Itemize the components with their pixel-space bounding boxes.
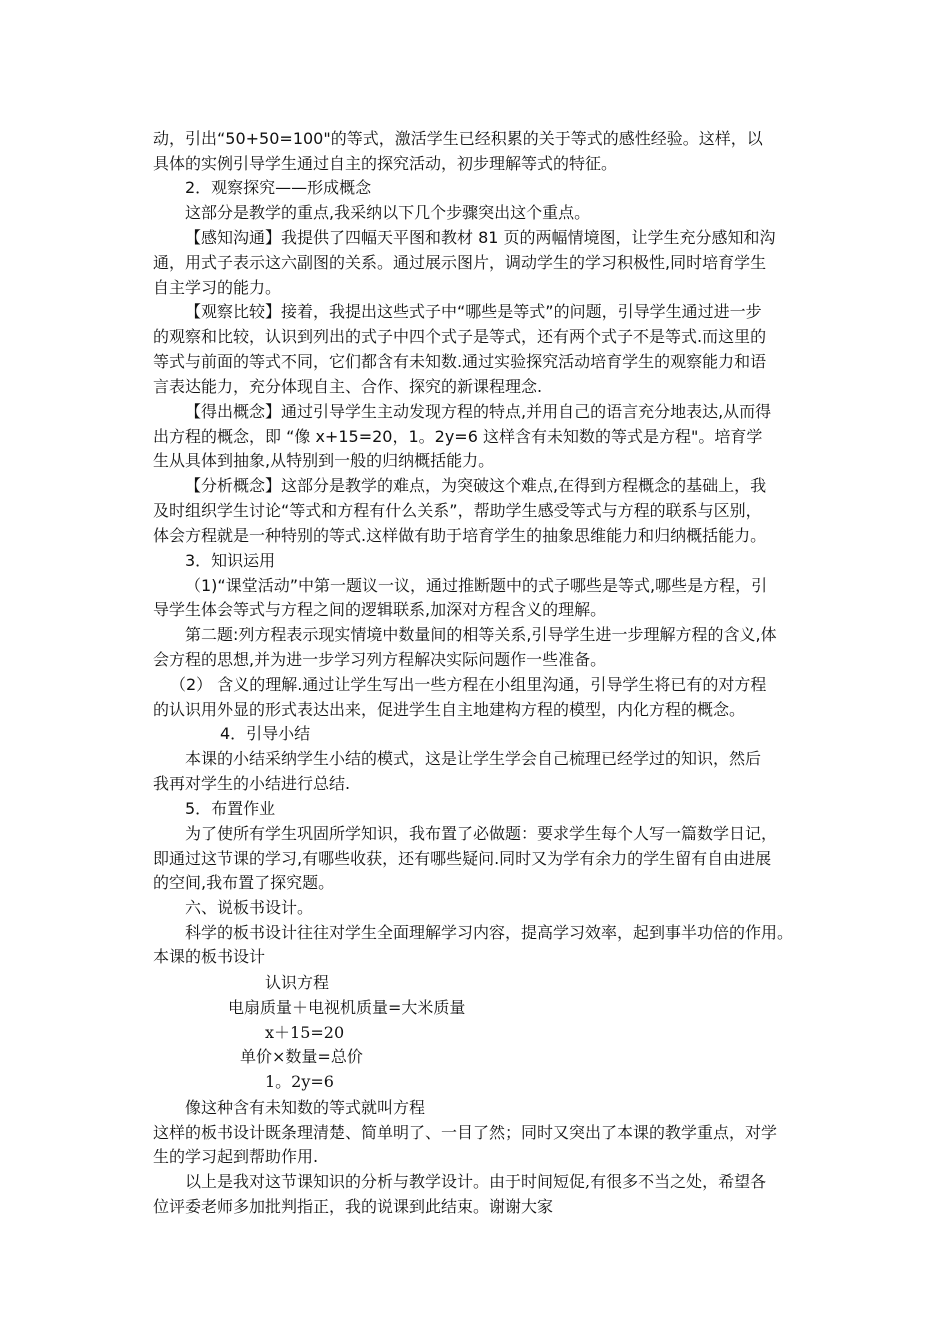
text-line: 体会方程就是一种特别的等式.这样做有助于培育学生的抽象思维能力和归纳概括能力。 [153,526,767,545]
board-line: 电扇质量＋电视机质量=大米质量 [228,998,466,1017]
text-line: 生的学习起到帮助作用. [153,1147,319,1166]
text-line: 的空间,我布置了探究题。 [153,873,335,892]
section-heading: 六、说板书设计。 [185,898,314,917]
text-line: 会方程的思想,并为进一步学习列方程解决实际问题作一些准备。 [153,650,607,669]
text-line: 的认识用外显的形式表达出来，促进学生自主地建构方程的模型，内化方程的概念。 [153,700,746,719]
section-heading: 4．引导小结 [220,724,311,743]
board-line: 单价×数量=总价 [240,1047,363,1066]
text-line: 【观察比较】接着，我提出这些式子中“哪些是等式”的问题，引导学生通过进一步 [185,302,762,321]
text-line: 第二题:列方程表示现实情境中数量间的相等关系,引导学生进一步理解方程的含义,体 [185,625,777,644]
text-line: （1)“课堂活动”中第一题议一议，通过推断题中的式子哪些是等式,哪些是方程，引 [185,576,768,595]
section-heading: 5．布置作业 [185,799,276,818]
text-line: 以上是我对这节课知识的分析与教学设计。由于时间短促,有很多不当之处，希望各 [185,1172,767,1191]
text-line: 为了使所有学生巩固所学知识，我布置了必做题：要求学生每个人写一篇数学日记， [185,824,778,843]
text-line: 即通过这节课的学习,有哪些收获，还有哪些疑问.同时又为学有余力的学生留有自由进展 [153,849,772,868]
text-line: 自主学习的能力。 [153,278,282,297]
text-line: 【感知沟通】我提供了四幅天平图和教材 81 页的两幅情境图，让学生充分感知和沟 [185,228,776,247]
text-line: 本课的板书设计 [153,947,266,966]
text-line: 科学的板书设计往往对学生全面理解学习内容，提高学习效率，起到事半功倍的作用。 [185,923,794,942]
text-line: 本课的小结采纳学生小结的模式，这是让学生学会自己梳理已经学过的知识，然后 [185,749,762,768]
text-line: 言表达能力，充分体现自主、合作、探究的新课程理念. [153,377,543,396]
board-title: 认识方程 [265,973,330,992]
text-line: 通，用式子表示这六副图的关系。通过展示图片，调动学生的学习积极性,同时培育学生 [153,253,767,272]
text-line: 生从具体到抽象,从特别到一般的归纳概括能力。 [153,451,495,470]
text-line: 这部分是教学的重点,我采纳以下几个步骤突出这个重点。 [185,203,591,222]
text-line: 及时组织学生讨论“等式和方程有什么关系”，帮助学生感受等式与方程的联系与区别， [153,501,762,520]
section-heading: 3．知识运用 [185,551,276,570]
section-heading: 2．观察探究——形成概念 [185,178,372,197]
text-line: 我再对学生的小结进行总结. [153,774,351,793]
text-line: 动，引出“50+50=100"的等式，激活学生已经积累的关于等式的感性经验。这样，以 [153,129,763,148]
board-line: 像这种含有未知数的等式就叫方程 [185,1098,426,1117]
board-line: x＋15=20 [265,1023,345,1042]
text-line: 具体的实例引导学生通过自主的探究活动，初步理解等式的特征。 [153,154,618,173]
text-line: 位评委老师多加批判指正，我的说课到此结束。谢谢大家 [153,1197,554,1216]
text-line: 【分析概念】这部分是教学的难点，为突破这个难点,在得到方程概念的基础上，我 [185,476,767,495]
text-line: （2） 含义的理解.通过让学生写出一些方程在小组里沟通，引导学生将已有的对方程 [170,675,767,694]
text-line: 导学生体会等式与方程之间的逻辑联系,加深对方程含义的理解。 [153,600,607,619]
text-line: 这样的板书设计既条理清楚、简单明了、一目了然；同时又突出了本课的教学重点，对学 [153,1123,778,1142]
text-line: 等式与前面的等式不同，它们都含有未知数.通过实验探究活动培育学生的观察能力和语 [153,352,767,371]
text-line: 出方程的概念，即 “像 x+15=20，1。2y=6 这样含有未知数的等式是方程"。培育学 [153,427,763,446]
text-line: 的观察和比较，认识到列出的式子中四个式子是等式，还有两个式子不是等式.而这里的 [153,327,767,346]
text-line: 【得出概念】通过引导学生主动发现方程的特点,并用自己的语言充分地表达,从而得 [185,402,772,421]
board-line: 1。2y=6 [265,1072,334,1091]
